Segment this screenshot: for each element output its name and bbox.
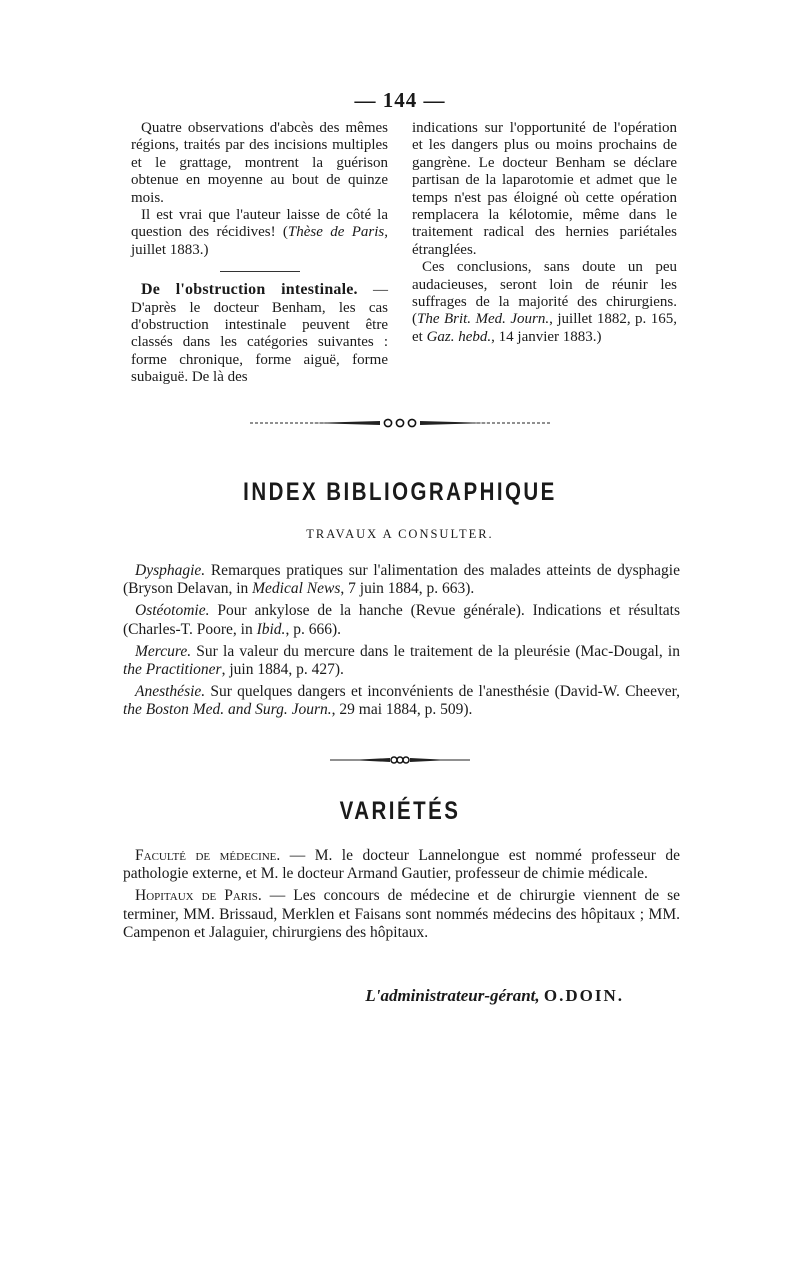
entry-term: Dysphagie. bbox=[135, 562, 206, 579]
entry-term: Anesthésie. bbox=[135, 683, 206, 701]
paragraph-recidives: Il est vrai que l'auteur laisse de côté la question des récidives! (Thèse de Paris, juillet 1883.) bbox=[131, 207, 388, 258]
bibliography-entry: Anesthésie. Sur quelques dangers et inconvénients de l'anesthésie (David-W. Cheever, the Boston Med. and Surg. Journ., 29 mai 1884, p. 509). bbox=[123, 683, 680, 719]
signature-name: O.DOIN. bbox=[543, 986, 624, 1005]
paragraph-abces: Quatre observations d'abcès des mêmes régions, traités par des incisions multiples et le grattage, montrent la guérison obtenue en moyenne au bout de quinze mois. bbox=[131, 120, 388, 206]
citation: the Practitioner bbox=[123, 661, 222, 679]
varietes-list bbox=[123, 847, 680, 946]
paragraph-conclusions: Ces conclusions, sans doute un peu audacieuses, seront loin de réunir les suffrages de la majorité des chirurgiens. (The Brit. Med. Journ., juillet 1882, p. 165, et Gaz. hebd., 14 janvier 1883.) bbox=[412, 259, 678, 345]
bibliography-entry: Dysphagie. Remarques pratiques sur l'alimentation des malades atteints de dysphagie (Bryson Delavan, in Medical News, 7 juin 1884, p. 663). bbox=[123, 562, 680, 598]
index-subtitle: TRAVAUX A CONSULTER. bbox=[306, 527, 494, 541]
run-in-heading: De l'obstruction intestinale. bbox=[141, 281, 358, 299]
citation: Ibid. bbox=[256, 620, 286, 638]
citation: The Brit. Med. Journ. bbox=[417, 311, 550, 328]
bibliography-entry: Ostéotomie. Pour ankylose de la hanche (Revue générale). Indications et résultats (Charles-T. Poore, in Ibid., p. 666). bbox=[123, 602, 680, 638]
entry-term: Mercure. bbox=[135, 642, 192, 660]
signature bbox=[0, 986, 624, 1006]
entry-term: Ostéotomie. bbox=[135, 602, 210, 620]
divider bbox=[220, 271, 300, 272]
right-column bbox=[412, 120, 677, 346]
left-column bbox=[131, 120, 388, 387]
news-heading: Hopitaux de Paris. bbox=[135, 887, 262, 905]
bibliography-entry: Mercure. Sur la valeur du mercure dans le traitement de la pleurésie (Mac-Dougal, in the Practitioner, juin 1884, p. 427). bbox=[123, 642, 680, 679]
citation: the Boston Med. and Surg. Journ. bbox=[123, 701, 332, 719]
paragraph-obstruction: De l'obstruction intestinale. — D'après le docteur Benham, les cas d'obstruction intestinale peuvent être classés dans les catégories suivantes : forme chronique, forme aiguë, forme subaiguë. De là des bbox=[131, 281, 388, 386]
bibliography-list bbox=[123, 562, 680, 724]
index-title: INDEX BIBLIOGRAPHIQUE bbox=[243, 478, 557, 506]
ornament-divider bbox=[0, 416, 800, 434]
varietes-title: VARIÉTÉS bbox=[339, 797, 461, 825]
ornament-divider bbox=[0, 753, 800, 771]
news-item: Hopitaux de Paris. — Les concours de médecine et de chirurgie viennent de se terminer, MM. Brissaud, Merklen et Faisans sont nommés médecins des hôpitaux ; MM. Campenon et Jalaguier, chirurgiens des hôpitaux. bbox=[123, 887, 680, 941]
signature-role: L'administrateur-gérant, bbox=[365, 986, 540, 1005]
citation: Medical News bbox=[252, 580, 341, 598]
news-heading: Faculté de médecine. bbox=[135, 847, 281, 864]
page-number: — 144 — bbox=[354, 88, 446, 112]
citation: Thèse de Paris bbox=[287, 224, 385, 241]
paragraph-indications: indications sur l'opportunité de l'opération et les dangers plus ou moins prochains de gangrène. Le docteur Benham se déclare partisan de la laparotomie et admet que le temps n'est pas éloigné où cette opération remplacera la kélotomie, même dans le traitement radical des hernies pariétales étranglées. bbox=[412, 120, 677, 258]
news-item: Faculté de médecine. — M. le docteur Lannelongue est nommé professeur de pathologie externe, et M. le docteur Armand Gautier, professeur de chimie médicale. bbox=[123, 847, 681, 883]
citation: Gaz. hebd. bbox=[426, 328, 492, 345]
